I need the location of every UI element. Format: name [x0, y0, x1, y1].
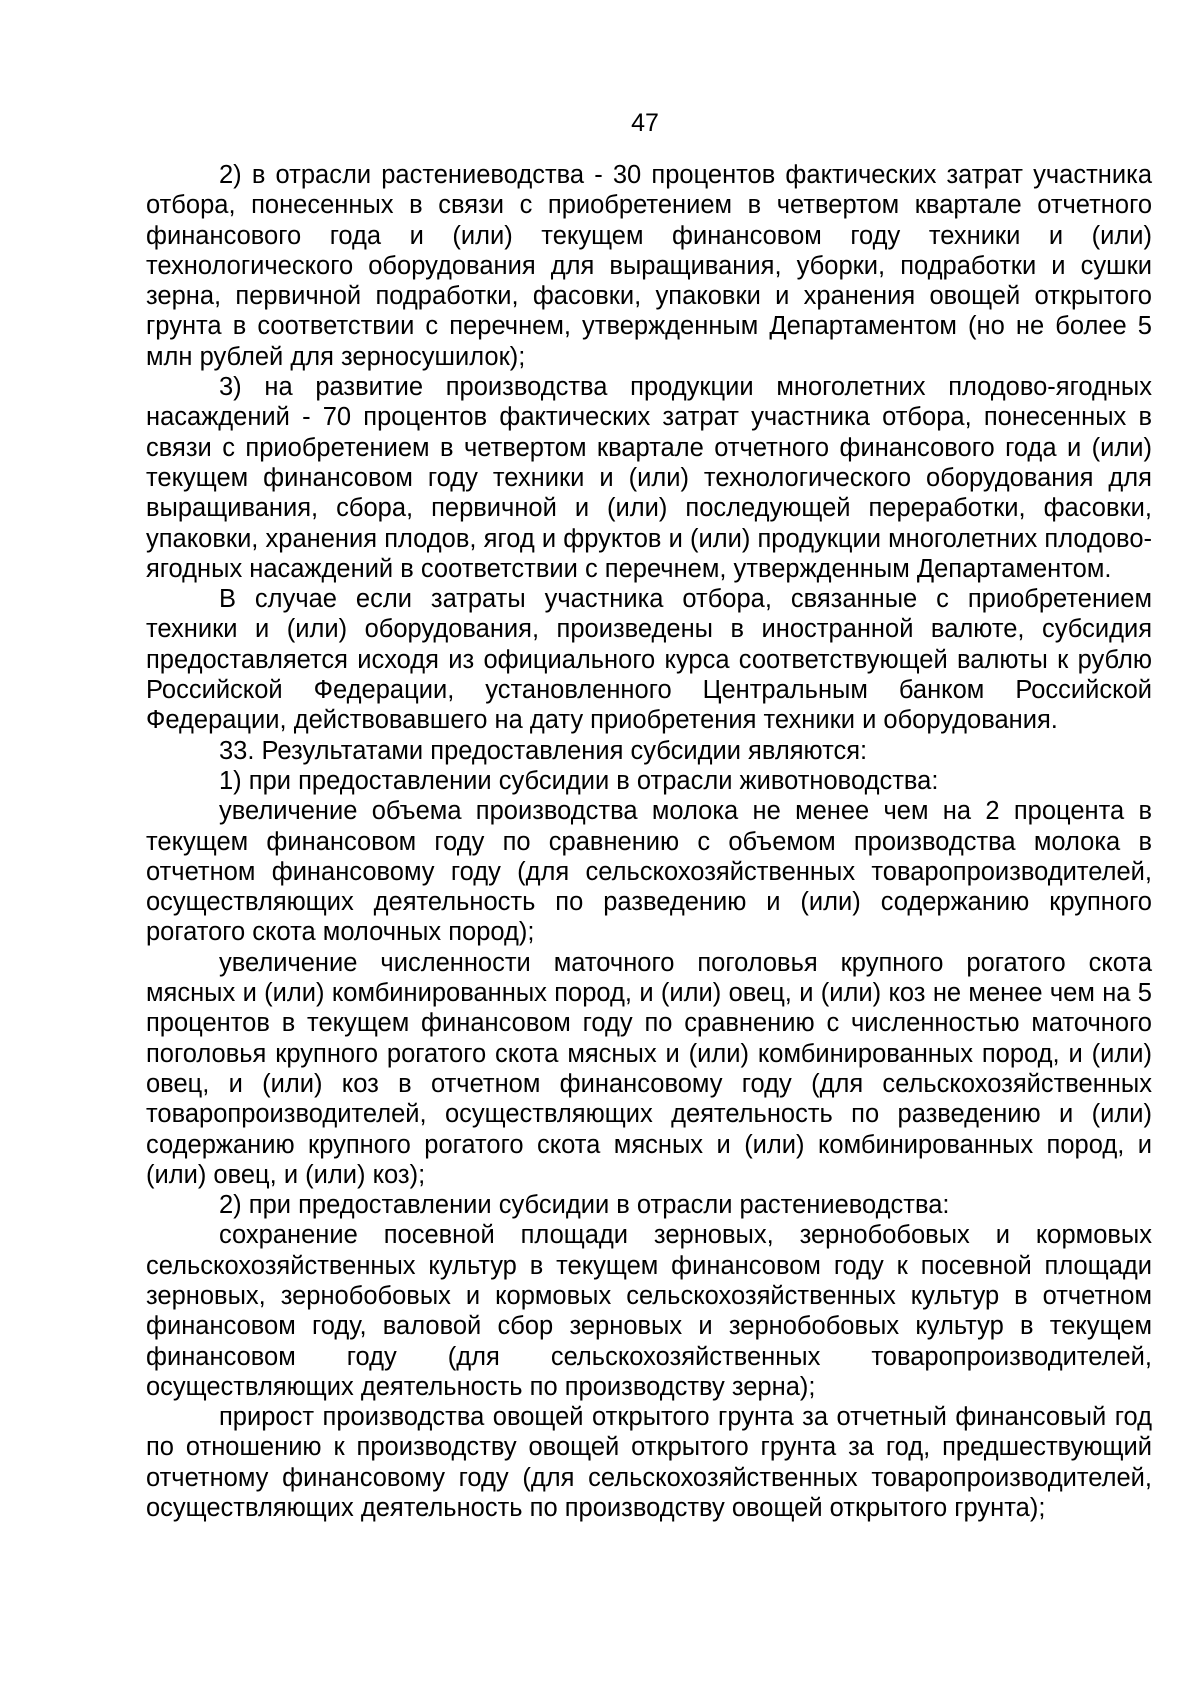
- page-number: 47: [631, 109, 659, 137]
- paragraph-livestock-heading: 1) при предоставлении субсидии в отрасли животноводства:: [219, 766, 939, 795]
- paragraph-livestock-headcount: увеличение численности маточного поголовья крупного рогатого скота мясных и (или) комбинированных пород, и (или) овец, и (или) коз не менее чем на 5 процентов в текущем финансовом году по сравнению с численностью маточного поголовья крупного рогатого скота мясных и (или) комбинированных пород, и (или) овец, и (или) коз в отчетном финансовому году (для сельскохозяйственных товаропроизводителей, осуществляющих деятельность по разведению и (или) содержанию крупного рогатого скота мясных и (или) комбинированных пород, и (или) овец, и (или) коз);: [146, 948, 1152, 1189]
- paragraph-crop-heading: 2) при предоставлении субсидии в отрасли растениеводства:: [219, 1191, 950, 1220]
- paragraph-sown-area: сохранение посевной площади зерновых, зернобобовых и кормовых сельскохозяйственных культур в текущем финансовом году к посевной площади зерновых, зернобобовых и кормовых сельскохозяйственных культур в отчетном финансовом году, валовой сбор зерновых и зернобобовых культур в текущем финансовом году (для сельскохозяйственных товаропроизводителей, осуществляющих деятельность по производству зерна);: [146, 1221, 1152, 1401]
- paragraph-milk-production: увеличение объема производства молока не менее чем на 2 процента в текущем финансовом году по сравнению с объемом производства молока в отчетном финансовому году (для сельскохозяйственных товаропроизводителей, осуществляющих деятельность по разведению и (или) содержанию крупного рогатого скота молочных пород);: [146, 797, 1152, 947]
- paragraph-orchard-costs: 3) на развитие производства продукции многолетних плодово-ягодных насаждений - 70 процентов фактических затрат участника отбора, понесенных в связи с приобретением в четвертом квартале отчетного финансового года и (или) текущем финансовом году техники и (или) технологического оборудования для выращивания, сбора, первичной и (или) последующей переработки, фасовки, упаковки, хранения плодов, ягод и фруктов и (или) продукции многолетних плодово-ягодных насаждений в соответствии с перечнем, утвержденным Департаментом.: [146, 373, 1152, 583]
- paragraph-vegetable-growth: прирост производства овощей открытого грунта за отчетный финансовый год по отношению к производству овощей открытого грунта за год, предшествующий отчетному финансовому году (для сельскохозяйственных товаропроизводителей, осуществляющих деятельность по производству овощей открытого грунта);: [146, 1403, 1152, 1523]
- paragraph-foreign-currency: В случае если затраты участника отбора, связанные с приобретением техники и (или) оборудования, произведены в иностранной валюте, субсидия предоставляется исходя из официального курса соответствующей валюты к рублю Российской Федерации, установленного Центральным банком Российской Федерации, действовавшего на дату приобретения техники и оборудования.: [146, 585, 1152, 735]
- paragraph-crop-production-costs: 2) в отрасли растениеводства - 30 процентов фактических затрат участника отбора, понесенных в связи с приобретением в четвертом квартале отчетного финансового года и (или) текущем финансовом году техники и (или) технологического оборудования для выращивания, уборки, подработки и сушки зерна, первичной подработки, фасовки, упаковки и хранения овощей открытого грунта в соответствии с перечнем, утвержденным Департаментом (но не более 5 млн рублей для зерносушилок);: [146, 161, 1152, 371]
- paragraph-section-33-heading: 33. Результатами предоставления субсидии являются:: [219, 736, 868, 765]
- document-body: [146, 160, 1152, 1523]
